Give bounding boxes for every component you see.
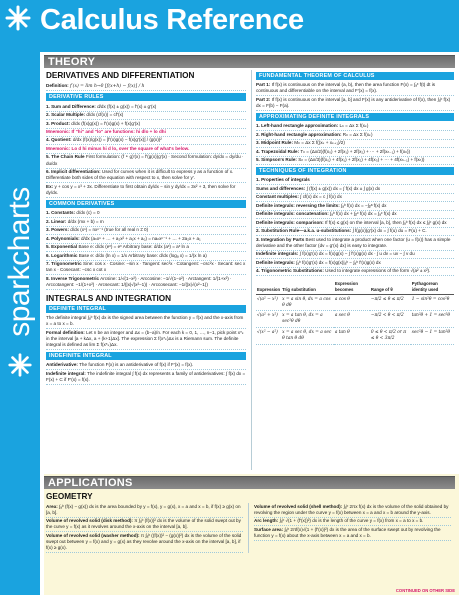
technique-item-label: Definite integrals: concatenation:	[256, 211, 329, 217]
technique-item	[256, 194, 454, 202]
ftc-bar: FUNDAMENTAL THEOREM OF CALCULUS	[256, 72, 454, 80]
derivative-rule-text: Lo d hi minus hi d lo, over the square of what's below.	[71, 145, 190, 151]
header-bar	[0, 0, 459, 52]
techniques-list	[256, 177, 454, 277]
common-derivative	[46, 252, 246, 260]
table-cell: a tan θ	[334, 328, 370, 345]
common-derivative-label: 3. Powers:	[46, 227, 69, 233]
technique-item-text: ∫ₐᵇ f(x) dx + ∫ᵦᶜ f(x) dx = ∫ₐᶜ f(x) dx	[330, 211, 397, 217]
trig-table-column-header: Pythagorean identity used	[411, 280, 454, 294]
derivative-rule-label: 6. Implicit differentiation:	[46, 169, 101, 175]
technique-item-text: Used to integrate expressions of the form √(a² ± x²).	[325, 268, 431, 274]
common-derivative-label: 6. Logarithmic	[46, 252, 78, 258]
common-derivative-text: d/dx (c) = 0	[76, 210, 100, 216]
table-cell: −π/2 < θ < π/2	[370, 311, 411, 328]
table-row	[256, 311, 454, 328]
derivative-rule-label: 5. The Chain Rule	[46, 154, 85, 160]
common-derivative-text: Arcsine: 1/√(1−x²) · Arccosine: −1/√(1−x²) · Arctangent: 1/(1+x²) · Arccotangent: −1/(1+x²) · Arcsecant: 1/(|x|√(x²−1)) · Arccosecant: −1/(|x|√(x²−1))	[46, 275, 232, 287]
geometry-item-label: Volume of revolved solid (disk method):	[46, 518, 133, 524]
trig-table-column-header: Expression	[256, 280, 281, 294]
derivative-rule-text: First formulation: (f ∘ g)′(x) = f′(g(x))g′(x) · Second formulation: dy/dx = dy/du · du/dx	[46, 154, 244, 166]
table-cell: a sec θ	[334, 311, 370, 328]
column-divider	[251, 70, 252, 470]
table-cell: √(x² − a²)	[256, 328, 281, 345]
common-derivative-label: 7. Trigonometric	[46, 261, 82, 267]
indefinite-integral-item-text: The indefinite integral ∫ f(x) dx represents a family of antiderivatives: ∫ f(x) dx = F(x) + C if F′(x) = f(x).	[46, 370, 246, 382]
approximation-rule-text: Tₙ = (Δx/2)(f(x₀) + 2f(x₁) + 2f(x₂) + ⋯ + 2f(xₙ₋₁) + f(xₙ))	[300, 148, 411, 154]
technique-item-label: Definite integrals: comparison:	[256, 219, 324, 225]
theory-left-column	[46, 70, 246, 472]
derivative-rule	[46, 103, 246, 111]
table-cell: tan²θ + 1 = sec²θ	[411, 311, 454, 328]
indefinite-integral-list	[46, 362, 246, 385]
derivative-rule-text: d/dx (f(x)/g(x)) = [f′(x)g(x) − f(x)g′(x)] / (g(x))²	[72, 137, 162, 143]
technique-item-label: Sums and differences:	[256, 185, 306, 191]
derivative-rule	[46, 183, 246, 198]
technique-item	[256, 259, 454, 267]
trig-table-header	[256, 280, 454, 294]
derivative-rule-label: 4. Quotient:	[46, 137, 72, 143]
table-cell: x = a sin θ, dx = a cos θ dθ	[281, 294, 334, 311]
technique-item	[256, 268, 454, 276]
derivative-rule-label: Mnemonic:	[46, 129, 71, 134]
approximation-rule-text: Lₙ = Δx Σ f(xₖ)	[339, 123, 369, 129]
common-derivative-label: 1. Constants:	[46, 210, 76, 216]
derivative-rule	[46, 154, 246, 169]
content-area	[44, 52, 459, 595]
indefinite-integral-item-text: The function F(x) is an antiderivative of f(x) if F′(x) = f(x).	[79, 362, 194, 368]
common-derivative	[46, 244, 246, 252]
common-derivatives-bar: COMMON DERIVATIVES	[46, 200, 246, 208]
common-derivative-label: 4. Polynomials:	[46, 235, 80, 241]
derivative-rule-text: d/dx (f(x) ± g(x)) = f′(x) ± g′(x)	[97, 103, 157, 109]
derivative-rule	[46, 129, 246, 137]
common-derivative-text: Base e: d/dx (ln x) = 1/x Arbitrary base: d/dx (logₐ x) = 1/(x ln a)	[78, 252, 207, 258]
technique-item	[256, 251, 454, 259]
technique-item-label: 3. Integration by Parts	[256, 236, 305, 242]
integrals-title: INTEGRALS AND INTEGRATION	[46, 293, 172, 303]
technique-item-text: If f(x) ≤ g(x) on the interval [a, b], then ∫ₐᵇ f(x) dx ≤ ∫ₐᵇ g(x) dx	[324, 219, 447, 225]
continued-note: CONTINUED ON OTHER SIDE	[395, 588, 455, 593]
indefinite-integral-bar: INDEFINITE INTEGRAL	[46, 352, 246, 360]
technique-item-text: ∫ f(x)g′(x) dx = f(x)g(x) − ∫ f′(x)g(x) dx · ∫ u dv = uv − ∫ v du	[299, 251, 415, 257]
geometry-item	[254, 503, 451, 518]
table-cell: x = a tan θ, dx = a sec²θ dθ	[281, 311, 334, 328]
approximation-rule-label: 5. Simpson's Rule:	[256, 157, 297, 163]
definition-formula: f′(x) = lim h→0 [f(x+h) − f(x)] / h	[70, 83, 145, 89]
definite-integral-bar: DEFINITE INTEGRAL	[46, 305, 246, 313]
trig-table-column-header: Expression becomes	[334, 280, 370, 294]
common-derivative	[46, 235, 246, 243]
derivative-rule-label: 1. Sum and Difference:	[46, 103, 96, 109]
common-derivative-text: Base e: d/dx (eˣ) = eˣ Arbitrary base: d/dx (aˣ) = aˣ ln a	[78, 244, 189, 250]
approximating-bar: APPROXIMATING DEFINITE INTEGRALS	[256, 113, 454, 121]
geometry-item-label: Volume of revolved solid (shell method):	[254, 503, 343, 509]
table-cell: x = a sec θ, dx = a sec θ tan θ dθ	[281, 328, 334, 345]
technique-item-text: Best used to integrate a product when one factor (u = f(x)) has a simple derivative and the other factor (dv = g′(x) dx) is easy to integrate.	[256, 236, 451, 248]
approximation-rule	[256, 148, 454, 156]
common-derivative-text: Sine: cos x · Cosine: −sin x · Tangent: sec²x · Cotangent: −csc²x · Secant: sec x tan x · Cosecant: −csc x cot x	[46, 261, 246, 273]
ftc-item-text: If f(x) is continuous on the interval [a, b] and F(x) is any antiderivative of f(x), then ∫ₐᵇ f(x) dx = F(b) − F(a).	[256, 96, 451, 109]
derivative-rule	[46, 112, 246, 120]
trig-table-column-header: Trig substitution	[281, 280, 334, 294]
derivative-rule-text: d/dx (f(x)g(x)) = f′(x)g(x) + f(x)g′(x)	[71, 120, 141, 126]
definite-integral-item-text: Let n be an integer and Δx = (b−a)/n. For each k = 0, 1, …, n−1, pick point x*ₖ in the interval [a + kΔx, a + (k+1)Δx]. The expression Σ f(x*ₖ)Δx is a Riemann sum. The definite integral is defined as lim Σ f(x*ₖ)Δx.	[46, 329, 244, 348]
geometry-item-text: π ∫ₐᵇ ((f(x))² − (g(x))²) dx is the volume of the solid swept out between y = f(x) and y = g(x) as they revolve around the x-axis on the interval [a, b], if f(x) ≥ g(x).	[46, 532, 242, 551]
geometry-title: GEOMETRY	[46, 492, 93, 501]
technique-item-label: Indefinite integrals:	[256, 251, 299, 257]
star-icon	[7, 352, 33, 378]
derivative-rule-label: 2. Scalar Multiple:	[46, 112, 86, 118]
geometry-item-text: ∫ₐᵇ √(1 + (f′(x))²) dx is the length of the curve y = f(x) from x = a to x = b.	[279, 518, 424, 524]
derivative-rule	[46, 145, 246, 153]
common-derivative-text: d/dx (xⁿ) = nxⁿ⁻¹ (true for all real n ≠ 0)	[70, 227, 149, 233]
approximation-rule-text: Mₙ = Δx Σ f((xₖ + xₖ₊₁)/2)	[294, 140, 345, 146]
ftc-list	[256, 82, 454, 111]
common-derivative	[46, 261, 246, 276]
indefinite-integral-item	[46, 362, 246, 370]
approximating-list	[256, 123, 454, 165]
brand-logo: sparkcharts	[3, 187, 36, 337]
table-cell: a cos θ	[334, 294, 370, 311]
approximation-rule-label: 4. Trapezoidal Rule:	[256, 148, 300, 154]
technique-item-text: ∫ₐᵇ f(x) dx = −∫ᵦᵃ f(x) dx	[341, 202, 387, 208]
table-row	[256, 328, 454, 345]
derivative-rule	[46, 169, 246, 184]
techniques-bar: TECHNIQUES OF INTEGRATION	[256, 167, 454, 175]
common-derivative-label: 5. Exponential	[46, 244, 78, 250]
table-row	[256, 294, 454, 311]
common-derivative	[46, 275, 246, 290]
ftc-item	[256, 96, 454, 111]
technique-item-label: Definite integrals:	[256, 259, 295, 265]
geometry-item-text: ∫ₐᵇ (f(x) − g(x)) dx is the area bounded by y = f(x), y = g(x), x = a and x = b, if f(x) ≥ g(x) on [a, b].	[46, 503, 241, 515]
common-derivative-label: 8. Inverse Trigonometric	[46, 275, 100, 281]
derivative-rule-text: y + cos y = x³ + 3x. Differentiate to first obtain dy/dx − sin y dy/dx = 3x² + 3, then solve for dy/dx.	[46, 183, 236, 195]
technique-item	[256, 177, 454, 185]
approximation-rule	[256, 123, 454, 131]
common-derivative	[46, 210, 246, 218]
table-cell: 0 ≤ θ < π/2 or π ≤ θ < 3π/2	[370, 328, 411, 345]
trig-substitution-table	[256, 280, 454, 344]
ftc-item-label: Part 2:	[256, 96, 271, 102]
geometry-item-text: ∫ₐᵇ 2πx f(x) dx is the volume of the solid obtained by revolving the region under the curve y = f(x) between x = a and x = b around the y-axis.	[254, 503, 449, 515]
brand-sidebar	[0, 52, 40, 595]
approximation-rule	[256, 140, 454, 148]
derivative-rule-label: Mnemonic:	[46, 145, 71, 151]
approximation-rule-label: 1. Left-hand rectangle approximation:	[256, 123, 339, 129]
trig-table-body	[256, 294, 454, 344]
definite-integral-list	[46, 315, 246, 351]
applications-band-label: APPLICATIONS	[48, 477, 133, 489]
common-derivatives-list	[46, 210, 246, 290]
geometry-item-text: ∫ₐᵇ 2πf(x)√(1 + (f′(x))²) dx is the area of the surface swept out by revolving the function y = f(x) about the x-axis between x = a and x = b.	[254, 526, 441, 538]
definite-integral-item	[46, 315, 246, 330]
star-icon	[4, 4, 32, 32]
table-cell: √(a² + x²)	[256, 311, 281, 328]
geometry-item	[254, 526, 451, 541]
derivative-rules-list	[46, 103, 246, 198]
geometry-item	[46, 532, 243, 553]
derivative-rule	[46, 120, 246, 128]
approximation-rule-text: Sₙ = (Δx/3)(f(x₀) + 4f(x₁) + 2f(x₂) + 4f(x₃) + ⋯ + 4f(xₙ₋₁) + f(xₙ))	[298, 157, 425, 163]
technique-item-label: 2. Substitution Rule—a.k.a. u-substitutions:	[256, 228, 352, 234]
common-derivative	[46, 227, 246, 235]
trig-table-column-header: Range of θ	[370, 280, 411, 294]
geometry-section	[46, 491, 451, 553]
derivative-rule	[46, 137, 246, 145]
geometry-item-label: Surface area:	[254, 526, 284, 532]
theory-band	[44, 55, 455, 68]
geometry-left-column	[46, 503, 248, 553]
technique-item-label: Definite integrals: reversing the limits:	[256, 202, 340, 208]
common-derivative	[46, 218, 246, 226]
derivative-rule-text: If "hi" and "lo" are functions: hi dlo + lo dhi	[71, 129, 166, 134]
derivative-rule-text: d/dx (cf(x)) = cf′(x)	[86, 112, 124, 118]
table-cell: sec²θ − 1 = tan²θ	[411, 328, 454, 345]
approximation-rule	[256, 157, 454, 165]
technique-item	[256, 202, 454, 210]
technique-item-text: ∫ cf(x) dx = c ∫ f(x) dx	[300, 194, 342, 200]
geometry-columns	[46, 503, 451, 553]
table-cell: √(a² − x²)	[256, 294, 281, 311]
indefinite-integral-item-label: Antiderivative:	[46, 362, 78, 368]
common-derivative-text: d/dx (mx + b) = m	[67, 218, 104, 224]
geometry-item	[46, 503, 243, 518]
definite-integral-item-text: The definite integral ∫ₐᵇ f(x) dx is the signed area between the function y = f(x) and the x-axis from x = a to x = b.	[46, 315, 244, 327]
geometry-item	[254, 518, 451, 526]
technique-item	[256, 228, 454, 236]
technique-item	[256, 219, 454, 227]
approximation-rule	[256, 131, 454, 139]
definite-integral-item	[46, 329, 246, 350]
technique-item-text: ∫ f(g(x))g′(x) dx = ∫ f(u) du = F(u) + C.	[352, 228, 427, 234]
common-derivative-label: 2. Linear:	[46, 218, 67, 224]
approximation-rule-label: 3. Midpoint Rule:	[256, 140, 294, 146]
indefinite-integral-item-label: Indefinite integral:	[46, 370, 86, 376]
definite-integral-item-label: Formal definition:	[46, 329, 85, 335]
common-derivative-text: d/dx (aₙxⁿ + … + a₂x² + a₁x + a₀) = naₙxⁿ⁻¹ + … + 2a₂x + a₁	[80, 235, 201, 241]
ftc-item-text: If f(x) is continuous on the interval (a, b), then the area function F(x) = ∫ₐˣ f(t) dt is continuous and differentiable on the interval and F′(x) = f(x).	[256, 82, 436, 94]
approximation-rule-text: Rₙ = Δx Σ f(xₖ)	[342, 131, 373, 137]
geometry-item-label: Arc length:	[254, 518, 279, 524]
table-cell: −π/2 ≤ θ ≤ π/2	[370, 294, 411, 311]
geometry-item	[46, 518, 243, 533]
derivative-rule-label: 3. Product:	[46, 120, 70, 126]
approximation-rule-label: 2. Right-hand rectangle approximation:	[256, 131, 342, 137]
technique-item-text: ∫ (f(x) ± g(x)) dx = ∫ f(x) dx ± ∫ g(x) dx	[306, 185, 381, 191]
technique-item-label: Constant multiples:	[256, 194, 299, 200]
ftc-item	[256, 82, 454, 97]
technique-item-label: 4. Trigonometric Substitutions:	[256, 268, 324, 274]
page-title: Calculus Reference	[40, 4, 304, 36]
definition-label: Definition:	[46, 82, 69, 88]
technique-item-label: 1. Properties of integrals	[256, 177, 310, 183]
geometry-item-label: Volume of revolved solid (washer method):	[46, 532, 140, 538]
theory-right-column	[256, 70, 454, 472]
indefinite-integral-item	[46, 370, 246, 385]
geometry-item-text: π ∫ₐᵇ (f(x))² dx is the volume of the solid swept out by the curve y = f(x) as it revolves around the x-axis on the interval [a, b].	[46, 518, 241, 530]
table-cell: 1 − sin²θ = cos²θ	[411, 294, 454, 311]
technique-item	[256, 236, 454, 251]
geometry-right-column	[248, 503, 451, 553]
technique-item-text: ∫ₐᵇ f(x)g′(x) dx = f(x)g(x)|ₐᵇ − ∫ₐᵇ f′(x)g(x) dx	[296, 259, 381, 265]
technique-item	[256, 211, 454, 219]
theory-band-label: THEORY	[48, 56, 96, 68]
technique-item	[256, 185, 454, 193]
derivative-rule-label: Ex:	[46, 183, 54, 189]
ftc-item-label: Part 1:	[256, 82, 271, 88]
geometry-item-label: Area:	[46, 503, 58, 509]
definition-row	[46, 82, 246, 91]
derivative-rules-bar: DERIVATIVE RULES	[46, 93, 246, 101]
applications-band	[44, 476, 455, 489]
derivative-rule-text: Used for curves when it is difficult to express y as a function of x. Differentiate both sides of the equation with respect to x, then solve for y′.	[46, 169, 234, 181]
derivatives-title: DERIVATIVES AND DIFFERENTIATION	[46, 71, 195, 80]
